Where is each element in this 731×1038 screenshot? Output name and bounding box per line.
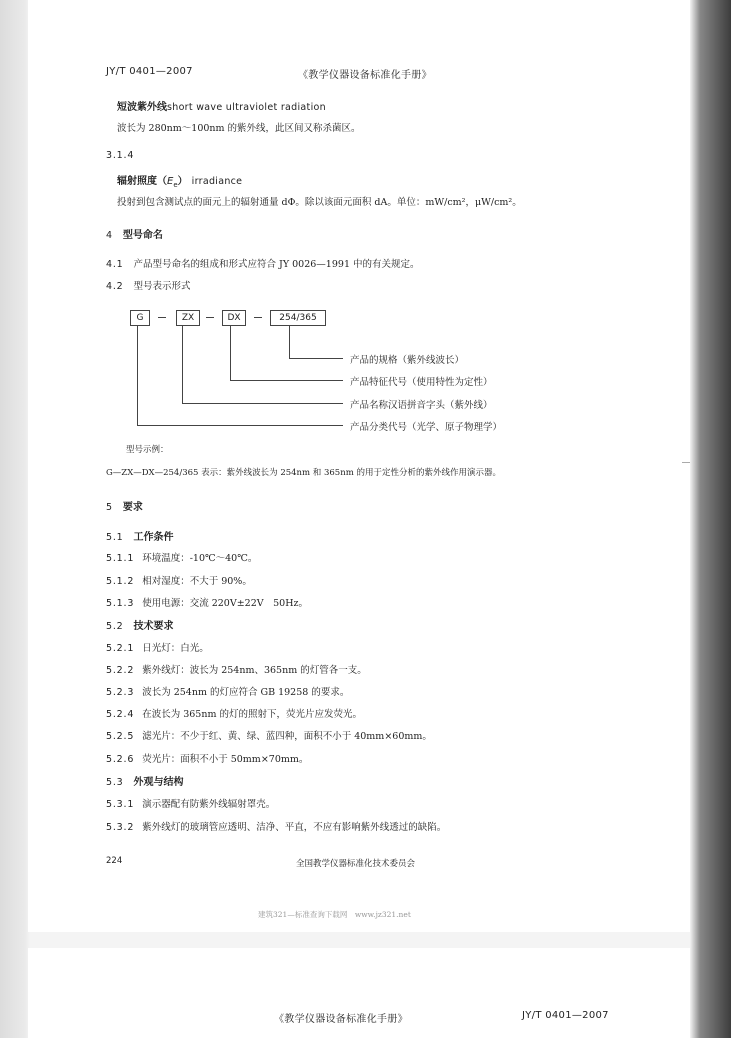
- clause-5-2-6: 5.2.6 荧光片：面积不小于 50mm×70mm。: [106, 754, 309, 765]
- model-dash: [206, 317, 214, 318]
- connector-line: [289, 326, 290, 358]
- clause-5-1-2: 5.1.2 相对湿度：不大于 90%。: [106, 576, 252, 587]
- page-header-title: 《教学仪器设备标准化手册》: [298, 70, 432, 81]
- section-5-heading: 5 要求: [106, 502, 143, 513]
- connector-line: [230, 380, 343, 381]
- definition-irradiance: 投射到包含测试点的面元上的辐射通量 dΦ。除以该面元面积 dA。单位：mW/cm²，μW/cm²。: [117, 197, 522, 208]
- page-header-title: 《教学仪器设备标准化手册》: [274, 1014, 408, 1025]
- clause-5-2-3: 5.2.3 波长为 254nm 的灯应符合 GB 19258 的要求。: [106, 687, 350, 698]
- term-irradiance: 辐射照度$(E_e)$ irradiance: [117, 176, 243, 189]
- connector-line: [137, 425, 343, 426]
- model-label-category: 产品分类代号（光学、原子物理学）: [350, 422, 503, 433]
- clause-5-2-heading: 5.2 技术要求: [106, 621, 174, 632]
- clause-4-2: 4.2 型号表示形式: [106, 281, 191, 292]
- clause-number-3-1-4: 3.1.4: [106, 150, 135, 161]
- watermark-text: 建筑321—标准查询下载网 www.jz321.net: [258, 910, 411, 919]
- footer-committee: 全国教学仪器标准化技术委员会: [296, 859, 416, 869]
- clause-5-1-3: 5.1.3 使用电源：交流 220V±22V 50Hz。: [106, 598, 308, 609]
- clause-5-2-2: 5.2.2 紫外线灯：波长为 254nm、365nm 的灯管各一支。: [106, 665, 367, 676]
- connector-line: [182, 326, 183, 403]
- clause-5-3-2: 5.3.2 紫外线灯的玻璃管应透明、洁净、平直，不应有影响紫外线透过的缺陷。: [106, 822, 447, 833]
- model-label-spec: 产品的规格（紫外线波长）: [350, 355, 465, 366]
- clause-5-3-1: 5.3.1 演示器配有防紫外线辐射罩壳。: [106, 799, 276, 810]
- definition-short-wave-uv: 波长为 280nm～100nm 的紫外线，此区间又称杀菌区。: [117, 123, 361, 134]
- example-text: G—ZX—DX—254/365 表示：紫外线波长为 254nm 和 365nm 的用于定性分析的紫外线作用演示器。: [106, 468, 501, 478]
- model-box-dx: DX: [222, 310, 246, 326]
- clause-5-2-5: 5.2.5 滤光片：不少于红、黄、绿、蓝四种，面积不小于 40mm×60mm。: [106, 731, 432, 742]
- document-page-1: [28, 0, 690, 932]
- clause-5-2-4: 5.2.4 在波长为 365nm 的灯的照射下，荧光片应发荧光。: [106, 709, 362, 720]
- model-dash: [158, 317, 166, 318]
- clause-5-2-1: 5.2.1 日光灯：白光。: [106, 643, 209, 654]
- model-box-spec: 254/365: [270, 310, 326, 326]
- clause-5-1-1: 5.1.1 环境温度：-10℃～40℃。: [106, 553, 258, 564]
- scan-edge-mark: [682, 462, 690, 463]
- page-header-code: JY/T 0401—2007: [106, 66, 193, 77]
- model-label-feature: 产品特征代号（使用特性为定性）: [350, 377, 493, 388]
- model-label-name: 产品名称汉语拼音字头（紫外线）: [350, 400, 493, 411]
- section-4-heading: 4 型号命名: [106, 230, 163, 241]
- model-box-zx: ZX: [176, 310, 200, 326]
- clause-5-3-heading: 5.3 外观与结构: [106, 777, 184, 788]
- model-dash: [254, 317, 262, 318]
- model-box-g: G: [130, 310, 150, 326]
- connector-line: [182, 403, 343, 404]
- clause-4-1: 4.1 产品型号命名的组成和形式应符合 JY 0026—1991 中的有关规定。: [106, 259, 420, 270]
- connector-line: [137, 326, 138, 425]
- page-number: 224: [106, 856, 123, 866]
- term-short-wave-uv: 短波紫外线short wave ultraviolet radiation: [117, 102, 326, 113]
- clause-5-1-heading: 5.1 工作条件: [106, 532, 174, 543]
- connector-line: [230, 326, 231, 380]
- document-page-2: [28, 948, 690, 1038]
- example-title: 型号示例：: [126, 445, 169, 455]
- connector-line: [289, 358, 343, 359]
- page-header-code: JY/T 0401—2007: [522, 1010, 609, 1021]
